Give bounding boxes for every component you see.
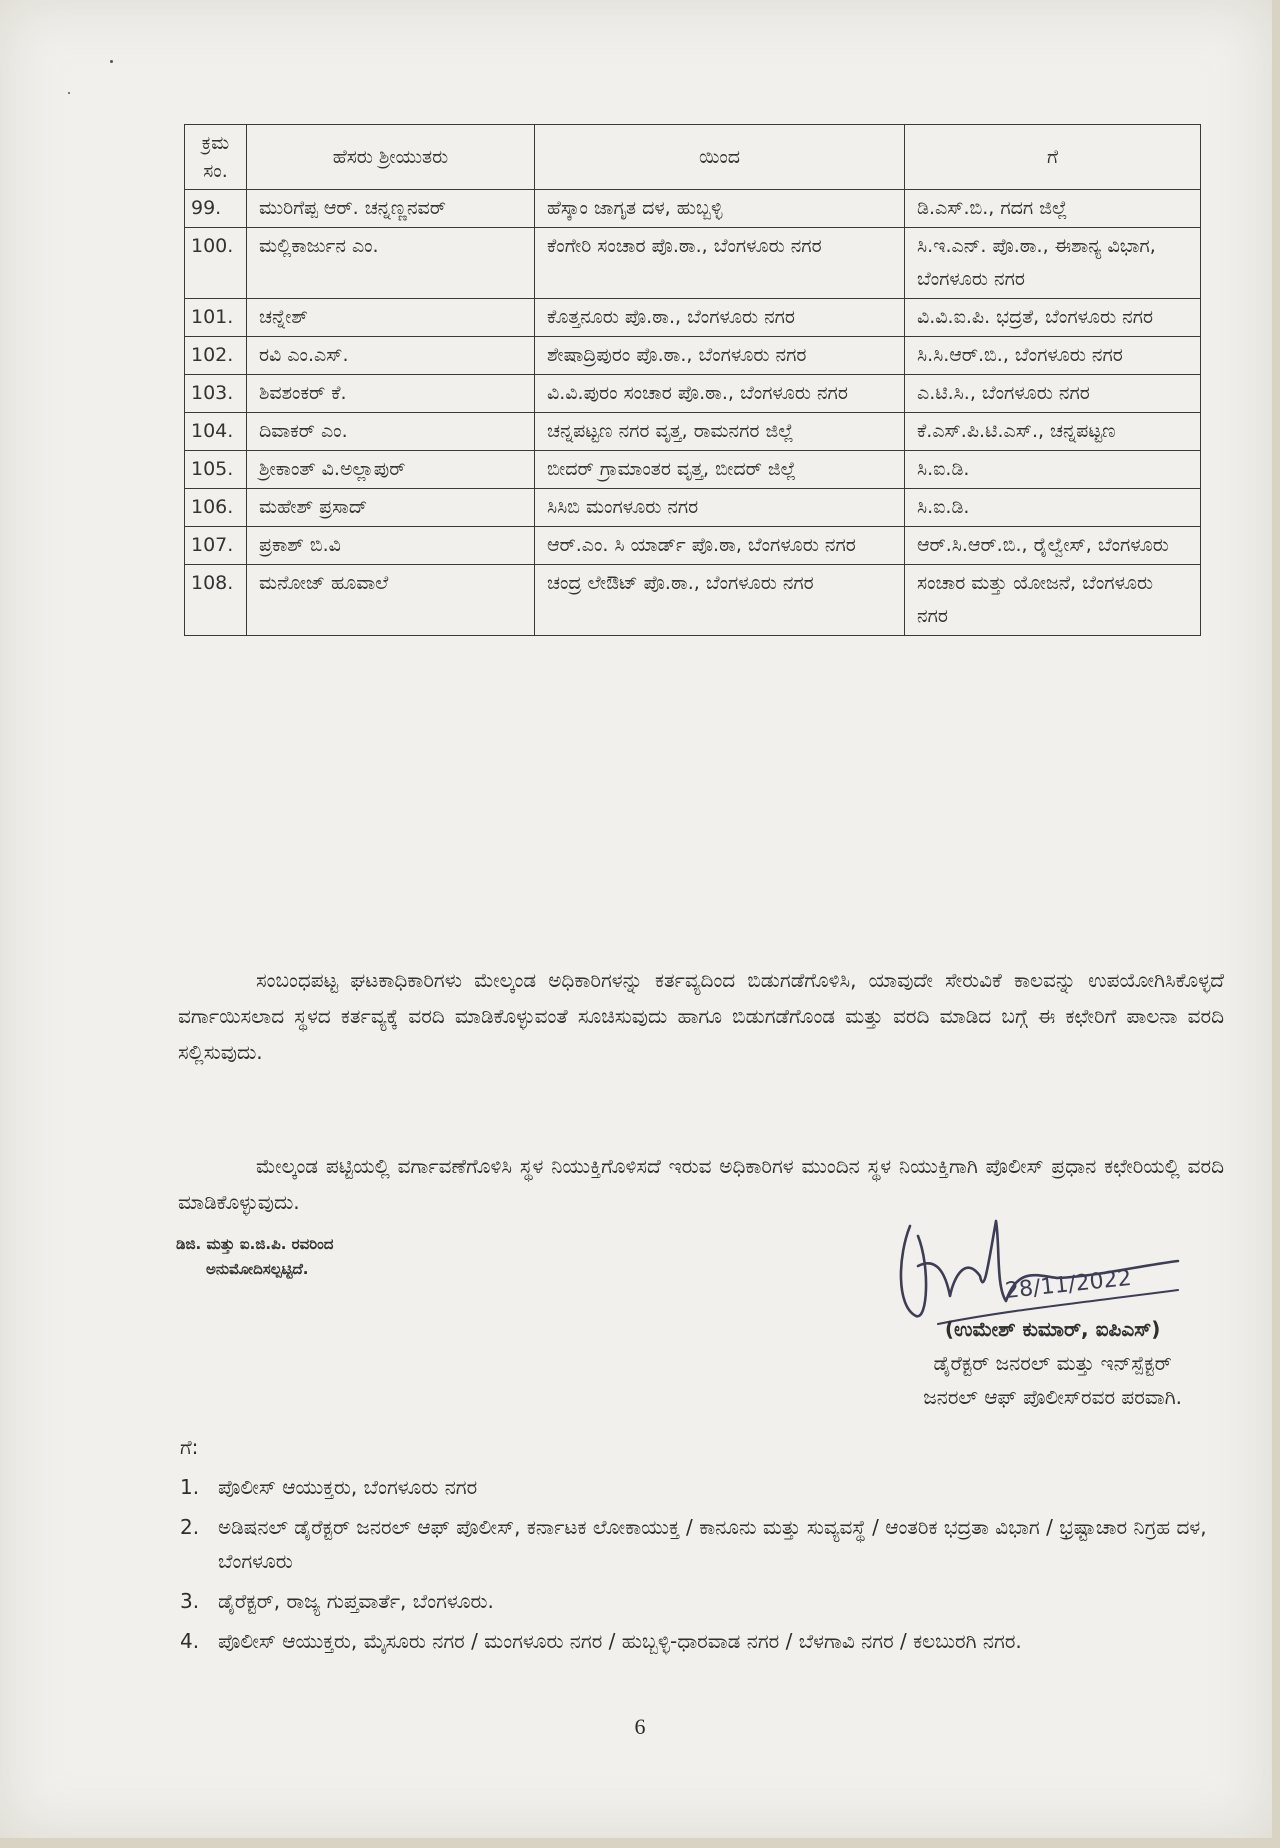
instruction-paragraph-1: ಸಂಬಂಧಪಟ್ಟ ಘಟಕಾಧಿಕಾರಿಗಳು ಮೇಲ್ಕಂಡ ಅಧಿಕಾರಿಗಳನ್ನು ಕರ್ತವ್ಯದಿಂದ ಬಿಡುಗಡೆಗೊಳಿಸಿ, ಯಾವುದೇ ಸೇರುವಿಕೆ ಕಾಲವನ್ನು ಉಪಯೋಗಿಸಿಕೊಳ್ಳದೆ ವರ್ಗಾಯಿಸಲಾದ ಸ್ಥಳದ ಕರ್ತವ್ಯಕ್ಕೆ ವರದಿ ಮಾಡಿಕೊಳ್ಳುವಂತೆ ಸೂಚಿಸುವುದು ಹಾಗೂ ಬಿಡುಗಡೆಗೊಂಡ ಮತ್ತು ವರದಿ ಮಾಡಿದ ಬಗ್ಗೆ ಈ ಕಛೇರಿಗೆ ಪಾಲನಾ ವರದಿ ಸಲ್ಲಿಸುವುದು. — [178, 968, 1224, 1064]
list-item-number: 4. — [180, 1629, 200, 1653]
cell-from: ಕೊತ್ತನೂರು ಪೊ.ಠಾ., ಬೆಂಗಳೂರು ನಗರ — [535, 299, 905, 337]
list-item-number: 3. — [180, 1589, 200, 1613]
cell-name: ಚನ್ನೇಶ್ — [247, 299, 535, 337]
cell-from: ಹೆಸ್ಕಾಂ ಜಾಗೃತ ದಳ, ಹುಬ್ಬಳ್ಳಿ — [535, 190, 905, 228]
scan-speck — [68, 92, 70, 94]
cell-from: ಬೀದರ್ ಗ್ರಾಮಾಂತರ ವೃತ್ತ, ಬೀದರ್ ಜಿಲ್ಲೆ — [535, 451, 905, 489]
list-item — [180, 1470, 1240, 1504]
list-item — [180, 1624, 1240, 1658]
table-row — [185, 489, 1201, 527]
table-header-row — [185, 125, 1201, 190]
table-row — [185, 565, 1201, 636]
signature-date: 28/11/2022 — [1004, 1265, 1133, 1304]
table-row — [185, 451, 1201, 489]
cell-from: ವಿ.ವಿ.ಪುರಂ ಸಂಚಾರ ಪೊ.ಠಾ., ಬೆಂಗಳೂರು ನಗರ — [535, 375, 905, 413]
header-name: ಹೆಸರು ಶ್ರೀಯುತರು — [247, 125, 535, 190]
signatory-designation-2: ಜನರಲ್ ಆಫ್ ಪೊಲೀಸ್‌ರವರ ಪರವಾಗಿ. — [923, 1385, 1182, 1409]
cell-name: ದಿವಾಕರ್ ಎಂ. — [247, 413, 535, 451]
cell-name: ಮುರಿಗೆಪ್ಪ ಆರ್. ಚನ್ನಣ್ಣನವರ್ — [247, 190, 535, 228]
cell-name: ರವಿ ಎಂ.ಎಸ್. — [247, 337, 535, 375]
recipients-label: ಗೆ: — [180, 1435, 199, 1459]
cell-from: ಚಂದ್ರ ಲೇಔಟ್ ಪೊ.ಠಾ., ಬೆಂಗಳೂರು ನಗರ — [535, 565, 905, 636]
cell-to: ಕೆ.ಎಸ್.ಪಿ.ಟಿ.ಎಸ್., ಚನ್ನಪಟ್ಟಣ — [905, 413, 1201, 451]
cell-name: ಮಹೇಶ್ ಪ್ರಸಾದ್ — [247, 489, 535, 527]
signatory-name: (ಉಮೇಶ್ ಕುಮಾರ್, ಐಪಿಎಸ್) — [944, 1317, 1161, 1341]
cell-to: ಸಿ.ಇ.ಎನ್. ಪೊ.ಠಾ., ಈಶಾನ್ಯ ವಿಭಾಗ, ಬೆಂಗಳೂರು ನಗರ — [905, 228, 1201, 299]
list-item — [180, 1510, 1240, 1578]
table-row — [185, 527, 1201, 565]
cell-to: ಡಿ.ಎಸ್.ಬಿ., ಗದಗ ಜಿಲ್ಲೆ — [905, 190, 1201, 228]
cell-serial: 99. — [185, 190, 247, 228]
header-from: ಯಿಂದ — [535, 125, 905, 190]
list-item-text: ಅಡಿಷನಲ್ ಡೈರೆಕ್ಟರ್ ಜನರಲ್ ಆಫ್ ಪೊಲೀಸ್, ಕರ್ನಾಟಕ ಲೋಕಾಯುಕ್ತ / ಕಾನೂನು ಮತ್ತು ಸುವ್ಯವಸ್ಥೆ / ಆಂತರಿಕ ಭದ್ರತಾ ವಿಭಾಗ / ಭ್ರಷ್ಟಾಚಾರ ನಿಗ್ರಹ ದಳ, ಬೆಂಗಳೂರು — [218, 1515, 1207, 1573]
cell-serial: 101. — [185, 299, 247, 337]
table-row — [185, 228, 1201, 299]
table-row — [185, 337, 1201, 375]
cell-to: ಎ.ಟಿ.ಸಿ., ಬೆಂಗಳೂರು ನಗರ — [905, 375, 1201, 413]
cell-serial: 104. — [185, 413, 247, 451]
table-row — [185, 413, 1201, 451]
cell-to: ಸಂಚಾರ ಮತ್ತು ಯೋಜನೆ, ಬೆಂಗಳೂರು ನಗರ — [905, 565, 1201, 636]
list-item-text: ಡೈರೆಕ್ಟರ್, ರಾಜ್ಯ ಗುಪ್ತವಾರ್ತೆ, ಬೆಂಗಳೂರು. — [218, 1589, 494, 1613]
approval-line-1: ಡಿಜಿ. ಮತ್ತು ಐ.ಜಿ.ಪಿ. ರವರಿಂದ — [176, 1235, 334, 1253]
list-item-number: 1. — [180, 1475, 200, 1499]
instruction-paragraph-2: ಮೇಲ್ಕಂಡ ಪಟ್ಟಿಯಲ್ಲಿ ವರ್ಗಾವಣೆಗೊಳಿಸಿ ಸ್ಥಳ ನಿಯುಕ್ತಿಗೊಳಿಸದೆ ಇರುವ ಅಧಿಕಾರಿಗಳ ಮುಂದಿನ ಸ್ಥಳ ನಿಯುಕ್ತಿಗಾಗಿ ಪೊಲೀಸ್ ಪ್ರಧಾನ ಕಛೇರಿಯಲ್ಲಿ ವರದಿ ಮಾಡಿಕೊಳ್ಳುವುದು. — [178, 1154, 1224, 1214]
cell-serial: 108. — [185, 565, 247, 636]
cell-to: ಸಿ.ಸಿ.ಆರ್.ಬಿ., ಬೆಂಗಳೂರು ನಗರ — [905, 337, 1201, 375]
list-item-text: ಪೊಲೀಸ್ ಆಯುಕ್ತರು, ಮೈಸೂರು ನಗರ / ಮಂಗಳೂರು ನಗರ / ಹುಬ್ಬಳ್ಳಿ-ಧಾರವಾಡ ನಗರ / ಬೆಳಗಾವಿ ನಗರ / ಕಲಬುರಗಿ ನಗರ. — [218, 1629, 1022, 1653]
list-item-number: 2. — [180, 1515, 200, 1539]
cell-to: ವಿ.ವಿ.ಐ.ಪಿ. ಭದ್ರತೆ, ಬೆಂಗಳೂರು ನಗರ — [905, 299, 1201, 337]
approval-line-2: ಅನುಮೋದಿಸಲ್ಪಟ್ಟಿದೆ. — [206, 1260, 309, 1278]
cell-to: ಆರ್.ಸಿ.ಆರ್.ಬಿ., ರೈಲ್ವೇಸ್, ಬೆಂಗಳೂರು — [905, 527, 1201, 565]
header-serial: ಕ್ರಮ ಸಂ. — [185, 125, 247, 190]
page-number: 6 — [634, 1714, 646, 1739]
cell-from: ಕೆಂಗೇರಿ ಸಂಚಾರ ಪೊ.ಠಾ., ಬೆಂಗಳೂರು ನಗರ — [535, 228, 905, 299]
list-item-text: ಪೊಲೀಸ್ ಆಯುಕ್ತರು, ಬೆಂಗಳೂರು ನಗರ — [218, 1475, 478, 1499]
table-row — [185, 299, 1201, 337]
signature-block — [923, 1312, 1182, 1414]
cell-serial: 100. — [185, 228, 247, 299]
header-to: ಗೆ — [905, 125, 1201, 190]
cell-name: ಶಿವಶಂಕರ್ ಕೆ. — [247, 375, 535, 413]
cell-name: ಮಲ್ಲಿಕಾರ್ಜುನ ಎಂ. — [247, 228, 535, 299]
cell-serial: 102. — [185, 337, 247, 375]
cell-name: ಶ್ರೀಕಾಂತ್ ವಿ.ಅಲ್ಲಾಪುರ್ — [247, 451, 535, 489]
cell-serial: 106. — [185, 489, 247, 527]
transfer-table — [184, 124, 1201, 636]
cell-from: ಚನ್ನಪಟ್ಟಣ ನಗರ ವೃತ್ತ, ರಾಮನಗರ ಜಿಲ್ಲೆ — [535, 413, 905, 451]
table-row — [185, 190, 1201, 228]
signatory-designation-1: ಡೈರೆಕ್ಟರ್ ಜನರಲ್ ಮತ್ತು ಇನ್‌ಸ್ಪೆಕ್ಟರ್ — [933, 1351, 1172, 1375]
cell-serial: 107. — [185, 527, 247, 565]
scan-speck — [110, 60, 113, 63]
cell-from: ಶೇಷಾದ್ರಿಪುರಂ ಪೊ.ಠಾ., ಬೆಂಗಳೂರು ನಗರ — [535, 337, 905, 375]
cell-name: ಪ್ರಕಾಶ್ ಬಿ.ವಿ — [247, 527, 535, 565]
cell-name: ಮನೋಜ್ ಹೂವಾಲೆ — [247, 565, 535, 636]
list-item — [180, 1584, 1240, 1618]
approval-note — [176, 1232, 333, 1282]
cell-to: ಸಿ.ಐ.ಡಿ. — [905, 451, 1201, 489]
cell-from: ಆರ್.ಎಂ. ಸಿ ಯಾರ್ಡ್ ಪೊ.ಠಾ, ಬೆಂಗಳೂರು ನಗರ — [535, 527, 905, 565]
recipients-list — [180, 1470, 1240, 1658]
recipients-block — [180, 1430, 1240, 1664]
table-row — [185, 375, 1201, 413]
cell-serial: 103. — [185, 375, 247, 413]
cell-serial: 105. — [185, 451, 247, 489]
cell-to: ಸಿ.ಐ.ಡಿ. — [905, 489, 1201, 527]
cell-from: ಸಿಸಿಬಿ ಮಂಗಳೂರು ನಗರ — [535, 489, 905, 527]
